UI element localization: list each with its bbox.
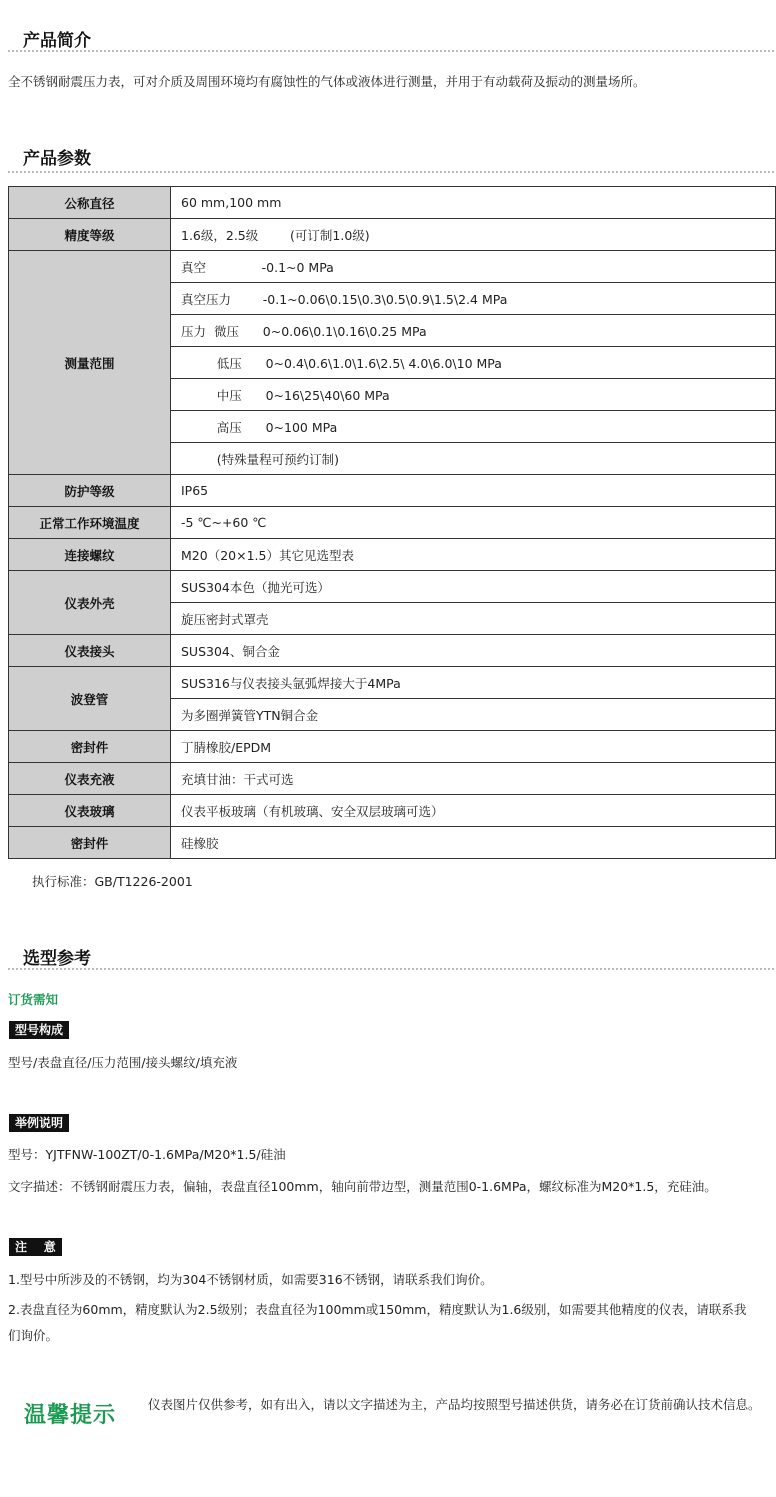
row-label: 仪表玻璃	[9, 795, 171, 827]
selection-title: 选型参考	[23, 949, 91, 969]
row-value: 真空压力 -0.1~0.06\0.15\0.3\0.5\0.9\1.5\2.4 MPa	[171, 283, 776, 315]
table-row	[9, 539, 776, 571]
table-row	[9, 251, 776, 283]
row-label: 正常工作环境温度	[9, 507, 171, 539]
row-value: 旋压密封式罩壳	[171, 603, 776, 635]
row-label: 仪表充液	[9, 763, 171, 795]
row-label: 密封件	[9, 731, 171, 763]
notice-badge: 注 意	[9, 1238, 62, 1256]
model-badge: 型号构成	[9, 1021, 69, 1039]
tip-text: 仪表图片仅供参考，如有出入，请以文字描述为主，产品均按照型号描述供货，请务必在订货前确认技术信息。	[148, 1397, 761, 1412]
params-title: 产品参数	[23, 149, 91, 169]
notice-2b: 们询价。	[8, 1328, 59, 1343]
table-row	[9, 795, 776, 827]
table-row	[9, 219, 776, 251]
tip-logo: 温馨提示	[24, 1403, 117, 1428]
table-row	[9, 827, 776, 859]
row-value: 充填甘油：干式可选	[171, 763, 776, 795]
row-label: 测量范围	[9, 251, 171, 475]
table-row	[9, 731, 776, 763]
row-value: (特殊量程可预约订制)	[171, 443, 776, 475]
table-row	[9, 635, 776, 667]
row-label: 公称直径	[9, 187, 171, 219]
row-value: -5 ℃~+60 ℃	[171, 507, 776, 539]
row-value: IP65	[171, 475, 776, 507]
row-value: SUS316与仪表接头氩弧焊接大于4MPa	[171, 667, 776, 699]
row-value: SUS304本色（抛光可选）	[171, 571, 776, 603]
row-label: 防护等级	[9, 475, 171, 507]
divider	[8, 50, 774, 52]
table-row	[9, 571, 776, 603]
table-row	[9, 507, 776, 539]
example-desc: 文字描述：不锈钢耐震压力表，偏轴，表盘直径100mm，轴向前带边型，测量范围0-1.6MPa，螺纹标准为M20*1.5，充硅油。	[8, 1179, 717, 1194]
example-badge: 举例说明	[9, 1114, 69, 1132]
table-row	[9, 187, 776, 219]
row-label: 精度等级	[9, 219, 171, 251]
divider	[8, 171, 774, 173]
row-value: 60 mm,100 mm	[171, 187, 776, 219]
table-row	[9, 763, 776, 795]
table-row	[9, 667, 776, 699]
intro-title: 产品简介	[23, 31, 91, 51]
table-row	[9, 475, 776, 507]
row-label: 波登管	[9, 667, 171, 731]
row-value: 1.6级，2.5级 (可订制1.0级)	[171, 219, 776, 251]
row-value: 仪表平板玻璃（有机玻璃、安全双层玻璃可选）	[171, 795, 776, 827]
row-value: 丁腈橡胶/EPDM	[171, 731, 776, 763]
row-label: 仪表接头	[9, 635, 171, 667]
row-value: 真空 -0.1~0 MPa	[171, 251, 776, 283]
standard-text: 执行标准：GB/T1226-2001	[32, 874, 193, 889]
row-label: 仪表外壳	[9, 571, 171, 635]
row-value: SUS304、铜合金	[171, 635, 776, 667]
row-value: 硅橡胶	[171, 827, 776, 859]
row-value: 中压 0~16\25\40\60 MPa	[171, 379, 776, 411]
row-value: 压力 微压 0~0.06\0.1\0.16\0.25 MPa	[171, 315, 776, 347]
notice-2a: 2.表盘直径为60mm，精度默认为2.5级别；表盘直径为100mm或150mm，精度默认为1.6级别，如需要其他精度的仪表，请联系我	[8, 1302, 747, 1317]
model-text: 型号/表盘直径/压力范围/接头螺纹/填充液	[8, 1055, 238, 1070]
row-value: 高压 0~100 MPa	[171, 411, 776, 443]
row-value: 为多圈弹簧管YTN铜合金	[171, 699, 776, 731]
notice-1: 1.型号中所涉及的不锈钢，均为304不锈钢材质，如需要316不锈钢，请联系我们询价。	[8, 1272, 493, 1287]
row-value: 低压 0~0.4\0.6\1.0\1.6\2.5\ 4.0\6.0\10 MPa	[171, 347, 776, 379]
row-label: 连接螺纹	[9, 539, 171, 571]
order-notice-title: 订货需知	[8, 992, 59, 1007]
intro-text: 全不锈钢耐震压力表，可对介质及周围环境均有腐蚀性的气体或液体进行测量，并用于有动载荷及振动的测量场所。	[8, 74, 646, 89]
example-model: 型号：YJTFNW-100ZT/0-1.6MPa/M20*1.5/硅油	[8, 1147, 286, 1162]
row-value: M20（20×1.5）其它见选型表	[171, 539, 776, 571]
divider	[8, 968, 774, 970]
params-table	[8, 186, 776, 859]
row-label: 密封件	[9, 827, 171, 859]
